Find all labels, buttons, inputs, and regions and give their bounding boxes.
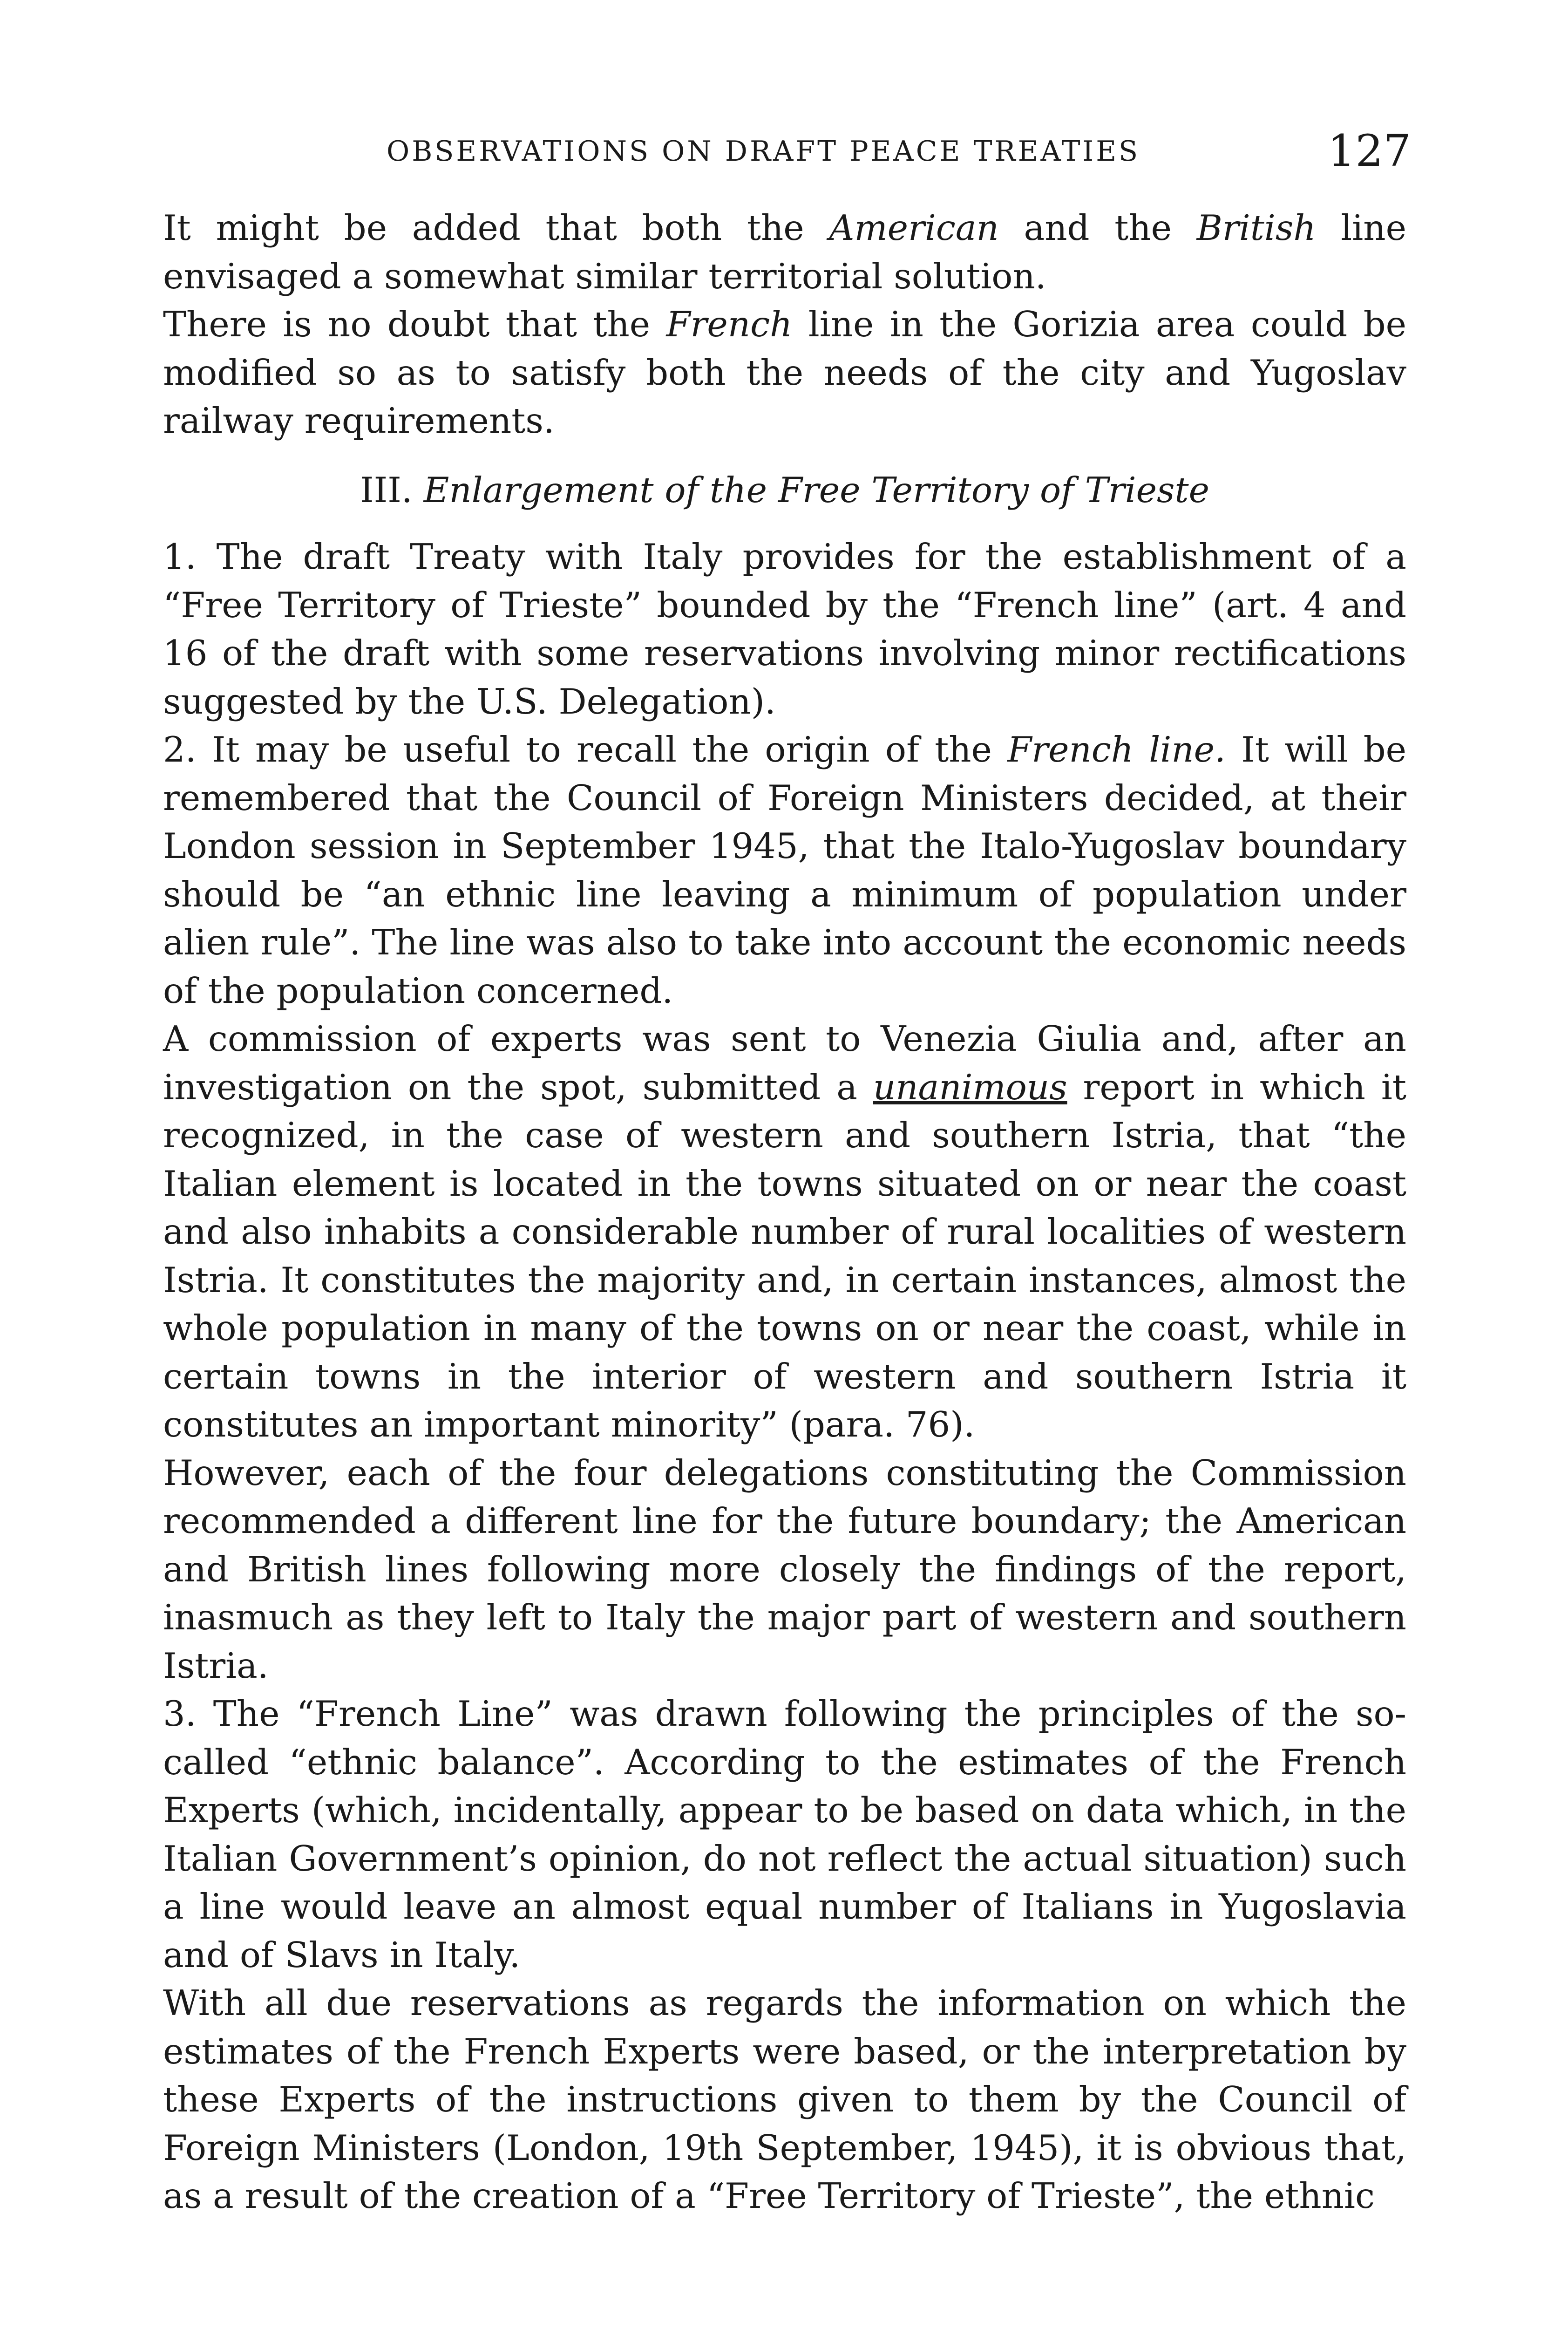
section-heading xyxy=(163,466,1406,515)
underlined-unanimous: unanimous xyxy=(873,1066,1067,1108)
paragraph-3: 1. The draft Treaty with Italy provides for the establishment of a “Free Territory of Trieste” bounded by the “French line” (art. 4 and 16 of the draft with some reservations involving minor rectifications suggested by the U.S. Delegation). xyxy=(163,536,1406,722)
paragraph-6: However, each of the four delegations constituting the Commission recommended a different line for the future boundary; the American and British lines following more closely the findings of the report, inasmuch as they left to Italy the major part of western and southern Istria. xyxy=(163,1452,1406,1686)
text-run: It might be added that both the xyxy=(163,207,829,248)
paragraph-4 xyxy=(163,726,1406,1015)
paragraph-1 xyxy=(163,204,1406,300)
text-run: and the xyxy=(998,207,1197,248)
running-title: OBSERVATIONS ON DRAFT PEACE TREATIES xyxy=(387,135,1140,168)
italic-french: French xyxy=(666,304,793,345)
text-run: 2. It may be useful to recall the origin of the xyxy=(163,729,1008,770)
text-run: report in which it recognized, in the case of western and southern Istria, that “the Italian element is located in the towns situated on or near the coast and also inhabits a considerable number of rural localities of western Istria. It constitutes the majority and, in certain instances, almost the whole population in many of the towns on or near the coast, while in certain towns in the interior of western and southern Istria it constitutes an important minority” (para. 76). xyxy=(163,1066,1406,1445)
paragraph-8: With all due reservations as regards the information on which the estimates of the French Experts were based, or the interpretation by these Experts of the instructions given to them by the Council of Foreign Ministers (London, 19th September, 1945), it is obvious that, as a result of the creation of a “Free Territory of Trieste”, the ethnic xyxy=(163,1982,1406,2216)
paragraph-2 xyxy=(163,300,1406,445)
paragraph-5 xyxy=(163,1015,1406,1449)
text-run: A commission of experts was sent to Venezia Giulia and, after an investigation on the spot, submitted a xyxy=(163,1018,1406,1108)
text-run: There is no doubt that the xyxy=(163,304,666,345)
body-text xyxy=(163,204,1406,2220)
section-numeral: III. xyxy=(360,469,413,511)
text-run: line envisaged a somewhat similar territorial solution. xyxy=(163,207,1406,297)
page-number: 127 xyxy=(1327,126,1411,177)
running-header xyxy=(163,126,1411,177)
italic-british: British xyxy=(1196,207,1316,248)
section-title: Enlargement of the Free Territory of Trieste xyxy=(423,469,1209,511)
document-page xyxy=(163,126,1411,2220)
text-run: line in the Gorizia area could be modified so as to satisfy both the needs of the city and Yugoslav railway requirements. xyxy=(163,304,1406,441)
paragraph-7: 3. The “French Line” was drawn following the principles of the so-called “ethnic balance”. According to the estimates of the French Experts (which, incidentally, appear to be based on data which, in the Italian Government’s opinion, do not reflect the actual situation) such a line would leave an almost equal number of Italians in Yugoslavia and of Slavs in Italy. xyxy=(163,1693,1406,1975)
italic-french-line: French line. xyxy=(1007,729,1226,770)
text-run: It will be remembered that the Council of Foreign Ministers decided, at their London session in September 1945, that the Italo-Yugoslav boundary should be “an ethnic line leaving a minimum of population under alien rule”. The line was also to take into account the economic needs of the population concerned. xyxy=(163,729,1407,1011)
italic-american: American xyxy=(829,207,999,248)
